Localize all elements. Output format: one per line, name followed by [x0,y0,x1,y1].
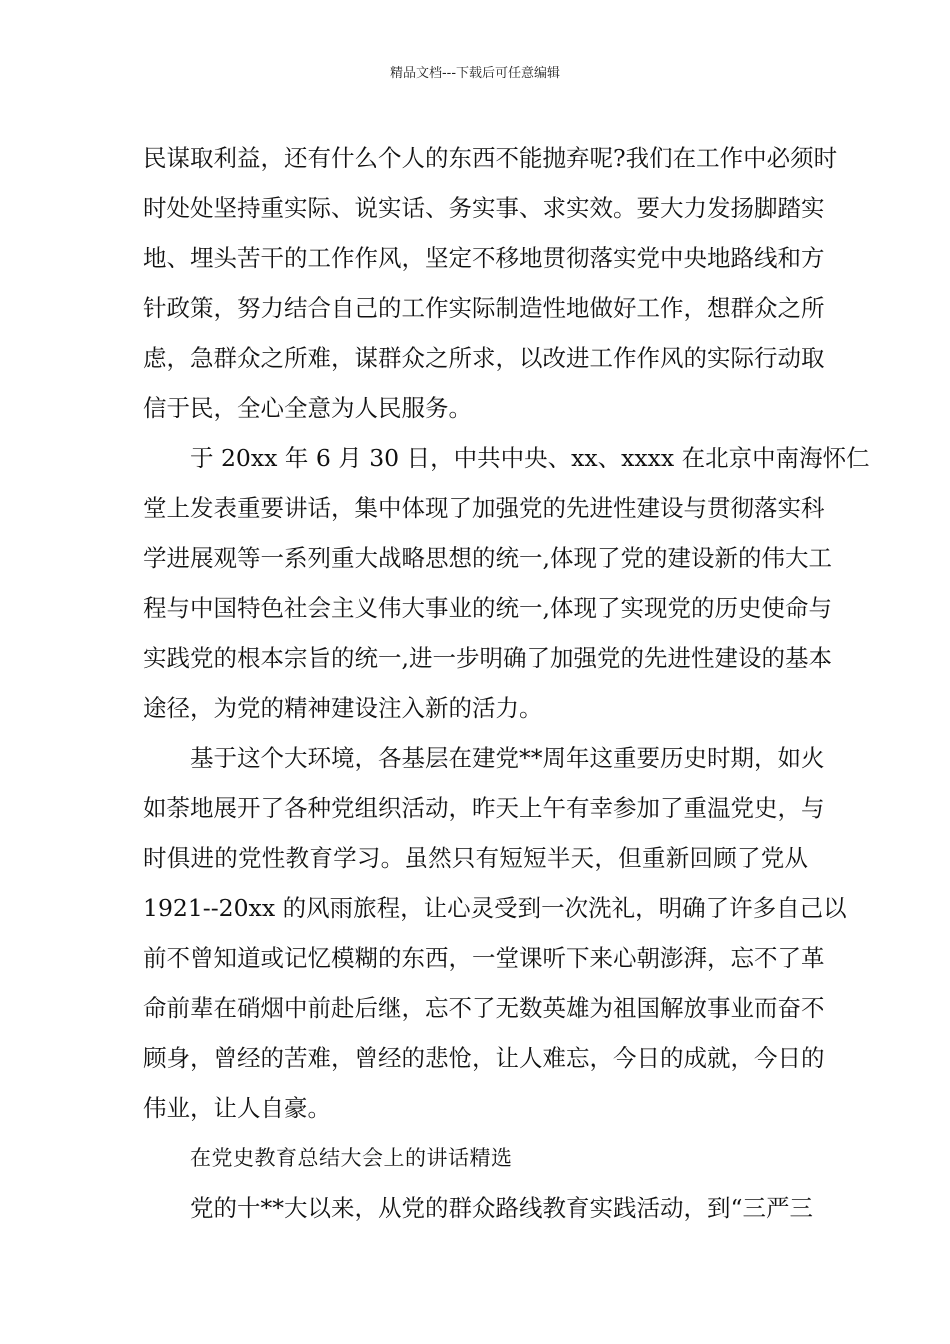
text-line: 信于民，全心全意为人民服务。 [143,394,472,422]
text-line: 前不曾知道或记忆模糊的东西，一堂课听下来心朝澎湃，忘不了革 [143,944,825,972]
text-line: 程与中国特色社会主义伟大事业的统一,体现了实现党的历史使命与 [143,594,832,622]
text-line: 途径，为党的精神建设注入新的活力。 [143,694,543,722]
text-line: 如荼地展开了各种党组织活动，昨天上午有幸参加了重温党史，与 [143,794,825,822]
text-line: 时俱进的党性教育学习。虽然只有短短半天，但重新回顾了党从 [143,844,808,872]
page-header: 精品文档---下载后可任意编辑 [389,66,561,81]
text-line: 堂上发表重要讲话，集中体现了加强党的先进性建设与贯彻落实科 [143,494,825,522]
text-line: 1921--20xx 的风雨旅程，让心灵受到一次洗礼，明确了许多自己以 [143,894,847,922]
text-line: 实践党的根本宗旨的统一,进一步明确了加强党的先进性建设的基本 [143,644,832,672]
text-line: 针政策，努力结合自己的工作实际制造性地做好工作，想群众之所 [143,294,825,322]
text-line: 学进展观等一系列重大战略思想的统一,体现了党的建设新的伟大工 [143,544,832,572]
text-line: 虑，急群众之所难，谋群众之所求，以改进工作作风的实际行动取 [143,344,825,372]
section-heading: 在党史教育总结大会上的讲话精选 [190,1146,513,1170]
paragraph-2 [143,433,870,733]
text-line: 命前辈在硝烟中前赴后继，忘不了无数英雄为祖国解放事业而奋不 [143,994,825,1022]
text-line: 时处处坚持重实际、说实话、务实事、求实效。要大力发扬脚踏实 [143,194,825,222]
paragraph-1 [143,133,838,433]
text-line: 地、埋头苦干的工作作风，坚定不移地贯彻落实党中央地路线和方 [143,244,825,272]
closing-line: 党的十**大以来，从党的群众路线教育实践活动，到“三严三 [190,1194,814,1222]
paragraph-3 [143,733,847,1133]
text-line: 民谋取利益，还有什么个人的东西不能抛弃呢?我们在工作中必须时 [143,144,838,172]
text-line: 顾身，曾经的苦难，曾经的悲怆，让人难忘，今日的成就，今日的 [143,1044,825,1072]
text-line: 基于这个大环境，各基层在建党**周年这重要历史时期，如火 [190,744,825,772]
text-line: 于 20xx 年 6 月 30 日，中共中央、xx、xxxx 在北京中南海怀仁 [190,444,870,472]
document-body [143,133,870,1233]
text-line: 伟业，让人自豪。 [143,1094,331,1122]
